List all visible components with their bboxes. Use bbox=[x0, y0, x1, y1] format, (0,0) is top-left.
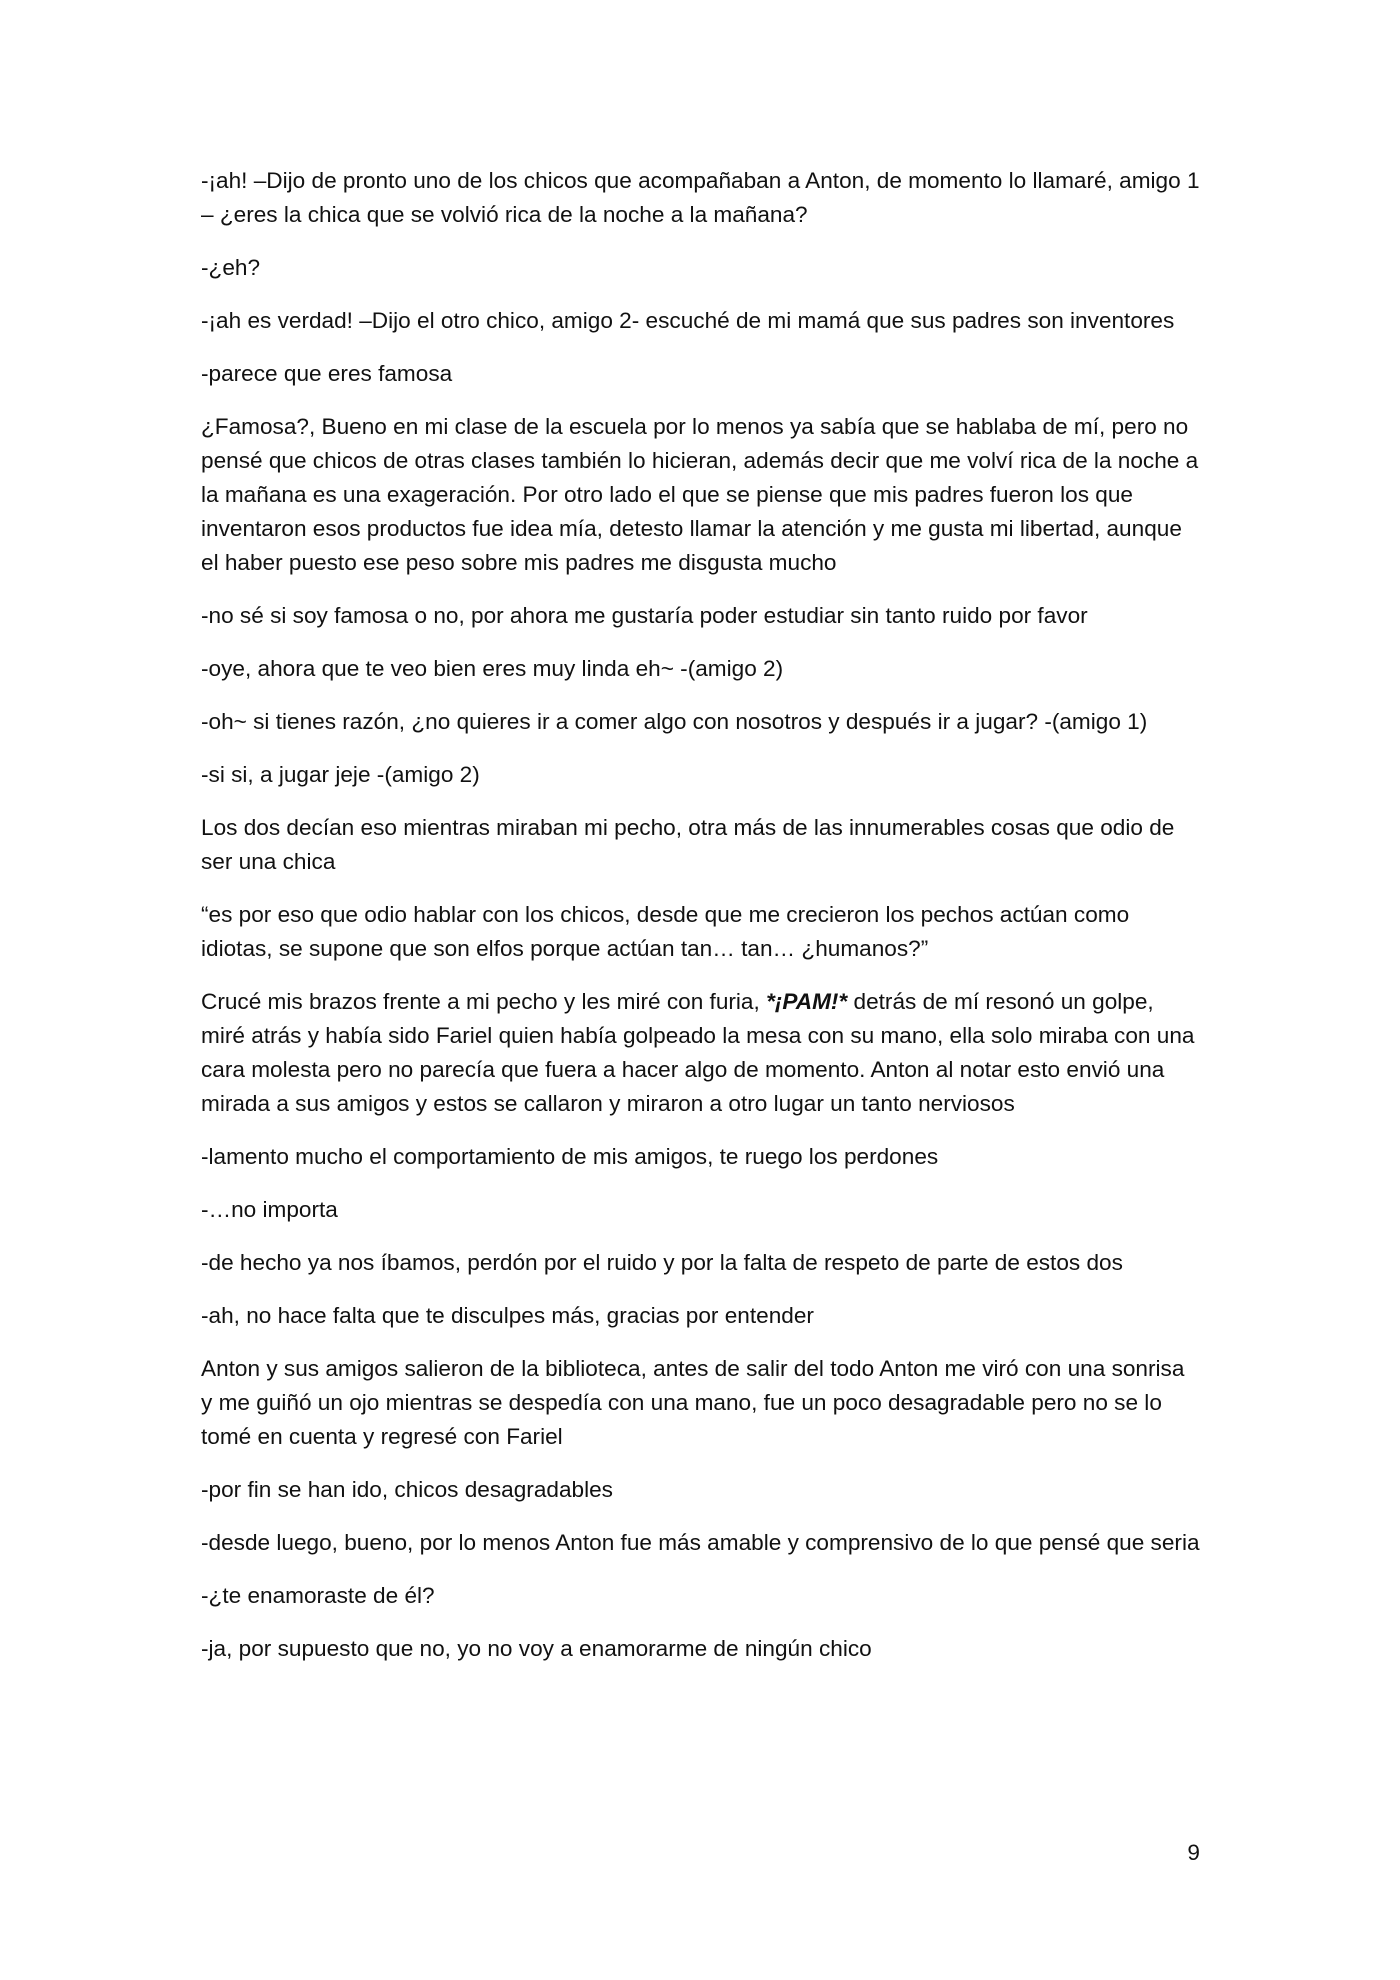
paragraph: -por fin se han ido, chicos desagradables bbox=[201, 1477, 613, 1502]
paragraph-with-emphasis bbox=[201, 985, 1201, 1121]
paragraph: -de hecho ya nos íbamos, perdón por el ruido y por la falta de respeto de parte de estos dos bbox=[201, 1250, 1123, 1275]
paragraph: -…no importa bbox=[201, 1197, 338, 1222]
paragraph: -desde luego, bueno, por lo menos Anton fue más amable y comprensivo de lo que pensé que seria bbox=[201, 1530, 1200, 1555]
paragraph: “es por eso que odio hablar con los chicos, desde que me crecieron los pechos actúan como idiotas, se supone que son elfos porque actúan tan… tan… ¿humanos?” bbox=[201, 902, 1130, 961]
paragraph-text: Crucé mis brazos frente a mi pecho y les miré con furia, bbox=[201, 989, 767, 1014]
page-number: 9 bbox=[1187, 1840, 1200, 1865]
paragraph: -oye, ahora que te veo bien eres muy linda eh~ -(amigo 2) bbox=[201, 656, 784, 681]
paragraph: -no sé si soy famosa o no, por ahora me gustaría poder estudiar sin tanto ruido por favor bbox=[201, 603, 1088, 628]
paragraph: Anton y sus amigos salieron de la biblioteca, antes de salir del todo Anton me viró con una sonrisa y me guiñó un ojo mientras se despedía con una mano, fue un poco desagradable pero no se lo tomé en cuenta y regresé con Fariel bbox=[201, 1356, 1185, 1449]
paragraph: ¿Famosa?, Bueno en mi clase de la escuela por lo menos ya sabía que se hablaba de mí, pero no pensé que chicos de otras clases también lo hicieran, además decir que me volví rica de la noche a la mañana es una exageración. Por otro lado el que se piense que mis padres fueron los que inventaron esos productos fue idea mía, detesto llamar la atención y me gusta mi libertad, aunque el haber puesto ese peso sobre mis padres me disgusta mucho bbox=[201, 414, 1199, 575]
paragraph: -si si, a jugar jeje -(amigo 2) bbox=[201, 762, 480, 787]
paragraph: -¡ah es verdad! –Dijo el otro chico, amigo 2- escuché de mi mamá que sus padres son inventores bbox=[201, 308, 1175, 333]
sound-effect-text: *¡PAM!* bbox=[766, 989, 848, 1014]
paragraph: -ja, por supuesto que no, yo no voy a enamorarme de ningún chico bbox=[201, 1636, 872, 1661]
paragraph-text: detrás de mí resonó un golpe, miré atrás y había sido Fariel quien había golpeado la mesa con su mano, ella solo miraba con una cara molesta pero no parecía que fuera a hacer algo de momento. Anton al notar esto envió una mirada a sus amigos y estos se callaron y miraron a otro lugar un tanto nerviosos bbox=[201, 989, 1195, 1116]
paragraph: -¿eh? bbox=[201, 255, 261, 280]
paragraph: -ah, no hace falta que te disculpes más, gracias por entender bbox=[201, 1303, 814, 1328]
paragraph: -oh~ si tienes razón, ¿no quieres ir a comer algo con nosotros y después ir a jugar? -(amigo 1) bbox=[201, 709, 1148, 734]
body-text bbox=[201, 164, 1201, 1685]
paragraph: -¡ah! –Dijo de pronto uno de los chicos que acompañaban a Anton, de momento lo llamaré, amigo 1 – ¿eres la chica que se volvió rica de la noche a la mañana? bbox=[201, 168, 1200, 227]
paragraph: -parece que eres famosa bbox=[201, 361, 453, 386]
paragraph: -¿te enamoraste de él? bbox=[201, 1583, 435, 1608]
paragraph: Los dos decían eso mientras miraban mi pecho, otra más de las innumerables cosas que odio de ser una chica bbox=[201, 815, 1175, 874]
paragraph: -lamento mucho el comportamiento de mis amigos, te ruego los perdones bbox=[201, 1144, 939, 1169]
